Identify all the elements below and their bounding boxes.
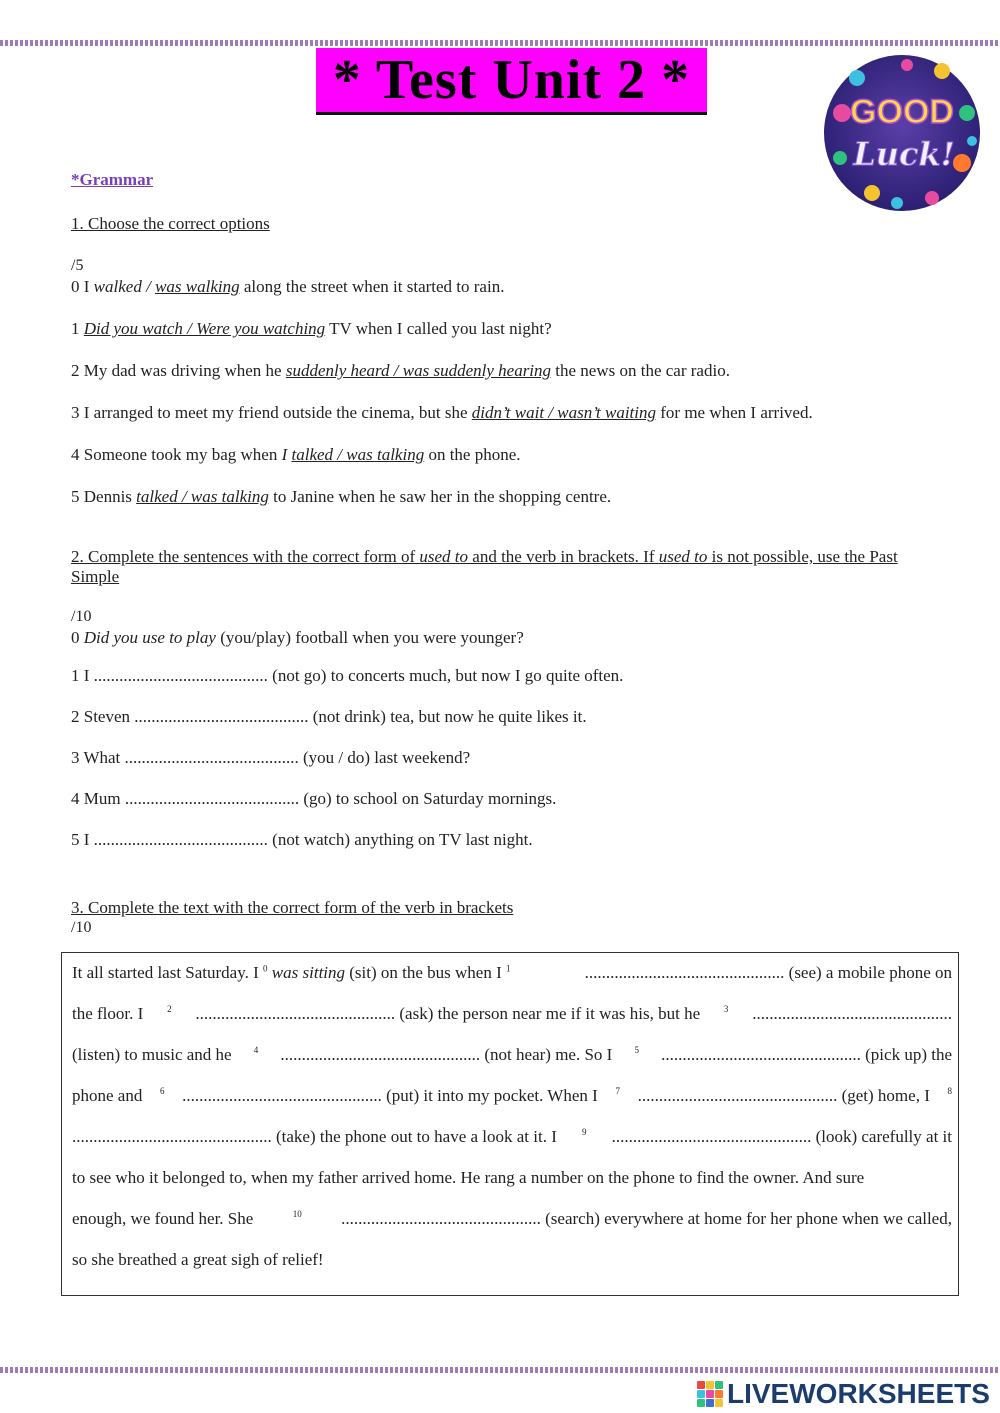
ex2-item-1[interactable]: 1 I ......................................... (not go) to concerts much, but now I go quite often.	[71, 666, 624, 685]
ex1-heading: 1. Choose the correct options	[71, 214, 270, 233]
title-banner	[316, 48, 707, 115]
top-border	[0, 40, 1000, 46]
ex2-score: /10	[71, 608, 92, 625]
text-line-7: enough, we found her. She 10 ............................................... (search) everywhere at home for her phone when we called,	[72, 1209, 952, 1228]
gap-4[interactable]: ............................................... (not hear) me. So I	[280, 1045, 613, 1064]
text-line-8: so she breathed a great sigh of relief!	[72, 1250, 324, 1269]
ex1-item-1: 1 Did you watch / Were you watching TV when I called you last night?	[71, 319, 552, 338]
gap-6[interactable]: ............................................... (put) it into my pocket. When I	[182, 1086, 598, 1105]
text-line-5: ............................................... (take) the phone out to have a look at it. I 9 ............................................... (look) carefully at it	[72, 1127, 952, 1146]
ex3-text-box	[61, 952, 959, 1296]
ex1-item-4: 4 Someone took my bag when I talked / was talking on the phone.	[71, 445, 521, 464]
ex3-score: /10	[71, 919, 92, 936]
badge-line2: Luck!	[853, 135, 955, 173]
ex1-item-3: 3 I arranged to meet my friend outside the cinema, but she didn’t wait / wasn’t waiting for me when I arrived.	[71, 403, 813, 422]
ex2-heading: 2. Complete the sentences with the correct form of used to and the verb in brackets. If used to is not possible, use the Past Simple	[71, 547, 898, 586]
ex2-item-5[interactable]: 5 I ......................................... (not watch) anything on TV last night.	[71, 830, 533, 849]
text-line-2: the floor. I 2 ............................................... (ask) the person near me if it was his, but he 3 ...............................................	[72, 1004, 952, 1023]
ex2-item-3[interactable]: 3 What ......................................... (you / do) last weekend?	[71, 748, 471, 767]
ex1-item-0: 0 I walked / was walking along the street when it started to rain.	[71, 277, 505, 296]
page-title: * Test Unit 2 *	[332, 49, 691, 111]
ex1-score: /5	[71, 257, 84, 274]
text-line-6: to see who it belonged to, when my father arrived home. He rang a number on the phone to find the owner. And sure	[72, 1168, 865, 1187]
option-a[interactable]: walked /	[93, 277, 156, 296]
badge-line1: GOOD	[850, 93, 954, 131]
text-line-1: It all started last Saturday. I $^0$ was sitting (sit) on the bus when I $^1$ ............................................... (see) a mobile phone on	[72, 963, 952, 982]
ex1-item-2: 2 My dad was driving when he suddenly heard / was suddenly hearing the news on the car radio.	[71, 361, 730, 380]
gap-2[interactable]: ............................................... (ask) the person near me if it was his, but he	[195, 1004, 701, 1023]
options[interactable]: suddenly heard / was suddenly hearing	[285, 361, 552, 380]
ex2-item-2[interactable]: 2 Steven ......................................... (not drink) tea, but now he quite likes it.	[71, 707, 587, 726]
gap-1[interactable]: ............................................... (see) a mobile phone on	[584, 963, 952, 982]
ex2-item-4[interactable]: 4 Mum ......................................... (go) to school on Saturday mornings.	[71, 789, 557, 808]
section-grammar: *Grammar	[71, 170, 154, 189]
gap-9[interactable]: ............................................... (look) carefully at it	[611, 1127, 952, 1146]
text-line-4: phone and 6 ............................................... (put) it into my pocket. When I 7 ............................................... (get) home, I 8	[72, 1086, 952, 1105]
text-line-3: (listen) to music and he 4 ............................................... (not hear) me. So I 5 ............................................... (pick up) the	[72, 1045, 952, 1064]
good-luck-balloon-image	[822, 53, 982, 213]
options[interactable]: didn’t wait / wasn’t waiting	[471, 403, 656, 422]
liveworksheets-logo[interactable]	[697, 1378, 990, 1410]
options[interactable]: talked / was talking	[291, 445, 425, 464]
options[interactable]: Did you watch / Were you watching	[83, 319, 326, 338]
gap-3[interactable]: ...............................................	[752, 1004, 952, 1023]
bottom-border	[0, 1367, 1000, 1373]
ex2-example: 0 Did you use to play (you/play) football when you were younger?	[71, 628, 524, 647]
gap-8[interactable]: ............................................... (take) the phone out to have a look at it. I	[72, 1127, 557, 1146]
option-b[interactable]: was walking	[155, 277, 240, 296]
gap-7[interactable]: ............................................... (get) home, I	[637, 1086, 930, 1105]
logo-text: LIVEWORKSHEETS	[727, 1378, 990, 1409]
logo-icon	[697, 1381, 723, 1407]
options[interactable]: talked / was talking	[136, 487, 269, 506]
ex3-heading: 3. Complete the text with the correct form of the verb in brackets	[71, 898, 514, 917]
gap-10[interactable]: ............................................... (search) everywhere at home for her phone when we called,	[341, 1209, 952, 1228]
ex1-item-5: 5 Dennis talked / was talking to Janine when he saw her in the shopping centre.	[71, 487, 612, 506]
gap-5[interactable]: ............................................... (pick up) the	[661, 1045, 952, 1064]
